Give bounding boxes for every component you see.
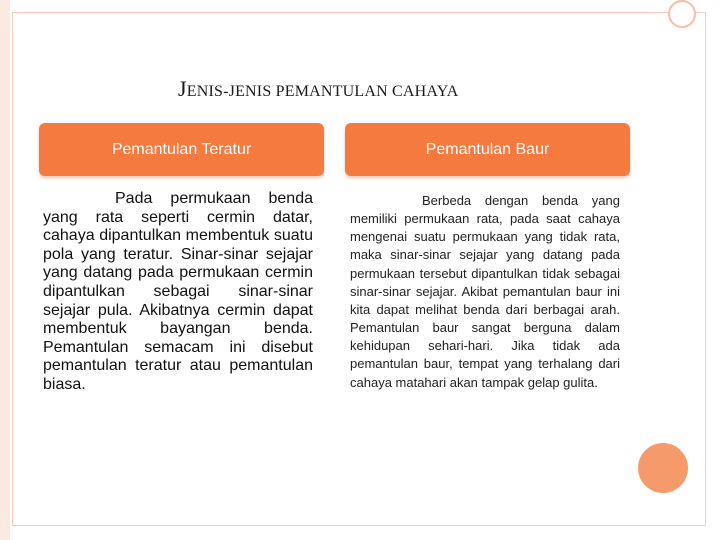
decorative-ring xyxy=(668,0,696,28)
body-text-right: Berbeda dengan benda yang memiliki permukaan rata, pada saat cahaya mengenai suatu permukaan yang tidak rata, maka sinar-sinar sejajar yang datang pada permukaan tersebut dipantulkan tidak sebagai sinar-sinar sejajar. Akibat pemantulan baur ini kita dapat melihat benda dari berbagai arah. Pemantulan baur sangat berguna dalam kehidupan sehari-hari. Jika tidak ada pemantulan baur, tempat yang terhalang dari cahaya matahari akan tampak gelap gulita. xyxy=(350,193,620,390)
title-initial: J xyxy=(178,76,187,101)
left-accent-rule xyxy=(0,0,10,540)
header-label-right: Pemantulan Baur xyxy=(425,140,550,158)
title-rest: ENIS-JENIS PEMANTULAN CAHAYA xyxy=(186,83,459,100)
header-pemantulan-teratur xyxy=(39,123,324,176)
header-pemantulan-baur xyxy=(345,123,630,176)
slide-title xyxy=(178,76,598,106)
body-text-left: Pada permukaan benda yang rata seperti cermin datar, cahaya dipantulkan membentuk suatu pola yang teratur. Sinar-sinar sejajar yang datang pada permukaan cermin dipantulkan sebagai sinar-sinar sejajar pula. Akibatnya cermin dapat membentuk bayangan benda. Pemantulan semacam ini disebut pemantulan teratur atau pemantulan biasa. xyxy=(43,190,313,393)
header-label-left: Pemantulan Teratur xyxy=(111,140,252,158)
decorative-dot xyxy=(638,443,688,493)
